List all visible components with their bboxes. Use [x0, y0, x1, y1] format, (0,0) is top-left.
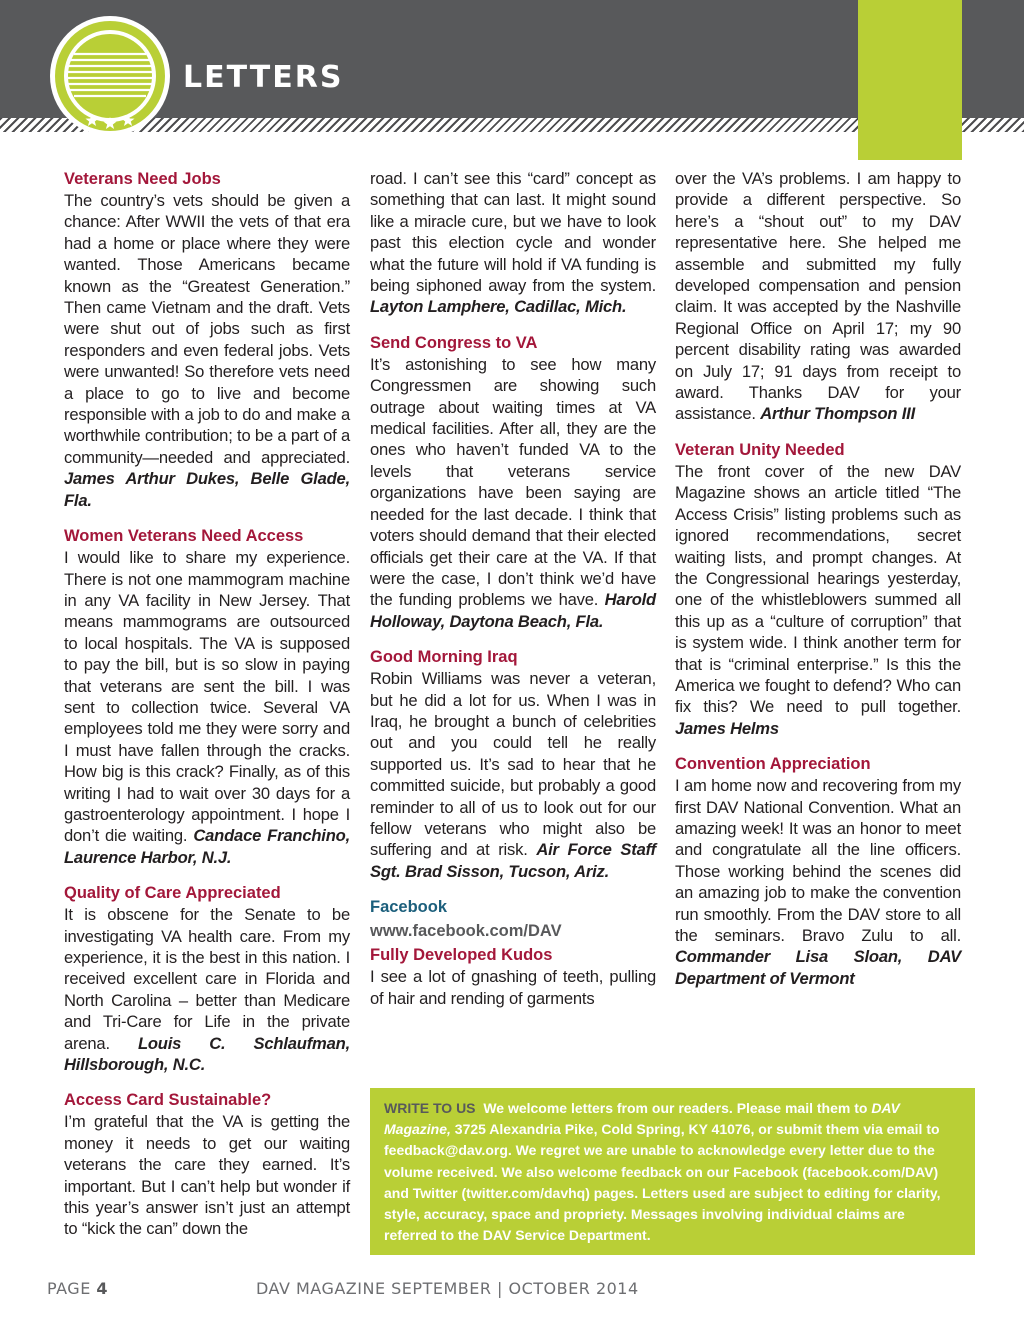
letter-body: The country’s vets should be given a chance: After WWII the vets of that era had a home or place where they were wanted. Those Americans became known as the “Greatest Generation.” Then came Vietnam and the draft. Vets were shut out of jobs such as first responders and even federal jobs. Vets were unwanted! So therefore vets need a place to go to live and become responsible with a job to do and make a worthwhile contribution; to be a part of a community—needed and appreciated. James Arthur Dukes, Belle Glade, Fla.	[64, 191, 350, 510]
accent-bar	[858, 0, 962, 160]
letter-body: I see a lot of gnashing of teeth, pulling of hair and rending of garments	[370, 967, 656, 1008]
letter	[675, 439, 961, 739]
letter	[64, 525, 350, 868]
letter-signature: Air Force Staff Sgt. Brad Sisson, Tucson, Ariz.	[370, 840, 656, 881]
facebook-link[interactable]: www.facebook.com/DAV	[370, 922, 562, 941]
column-1	[64, 168, 350, 1240]
letter-body: It is obscene for the Senate to be investigating VA health care. From my experience, it is the best in this nation. I received excellent care in Florida and North Carolina – better than Medicare and Tri-Care for Life in the private arena. Louis C. Schlaufman, Hillsborough, N.C.	[64, 905, 350, 1075]
issue-label: DAV MAGAZINE SEPTEMBER | OCTOBER 2014	[256, 1279, 639, 1298]
letter-heading: Access Card Sustainable?	[64, 1091, 272, 1110]
letter-signature: Arthur Thompson III	[760, 404, 915, 424]
page-number: PAGE 4	[47, 1279, 109, 1298]
letter-body: It’s astonishing to see how many Congressmen are showing such outrage about waiting times at VA medical facilities. After all, they are the ones who haven’t funded VA to the levels that veterans service organizations have been saying are needed for the last decade. I think that voters should demand that their elected officials get their care at the VA. If that were the case, I don’t think we’d have the funding problems we have. Harold Holloway, Daytona Beach, Fla.	[370, 354, 656, 631]
letter-signature: Louis C. Schlaufman, Hillsborough, N.C.	[64, 1033, 350, 1075]
letter-body: I would like to share my experience. There is not one mammogram machine in any VA facility in New Jersey. That means mammograms are outsourced to local hospitals. The VA is supposed to pay the bill, but is so slow in paying that veterans are sent the bill. I was sent to collection twice. Several VA employees told me they were sorry and I must have fallen through the cracks. How big is this crack? Finally, as of this writing I had to wait over 30 days for a gastroenterology appointment. I hope I don’t die waiting. Candace Franchino, Laurence Harbor, N.J.	[64, 548, 350, 867]
letter	[370, 646, 656, 882]
letter-body: I am home now and recovering from my first DAV National Convention. What an amazing week! It was an honor to meet and congratulate all the line officers. Those working behind the scenes did an amazing job to make the convention run smoothly. From the DAV store to all the seminars. Bravo Zulu to all. Commander Lisa Sloan, DAV Department of Vermont	[675, 776, 961, 988]
letter-heading: Veterans Need Jobs	[64, 170, 221, 188]
letter-signature: Candace Franchino, Laurence Harbor, N.J.	[64, 826, 350, 867]
letter-body: The front cover of the new DAV Magazine shows an article titled “The Access Crisis” listing problems such as ignored recommendations, secret waiting lists, and prompt changes. At the Congressional hearings yesterday, one of the whistleblowers summed all this up as a “culture of corruption” that is system wide. I think another term for that is “criminal enterprise.” Is this the America we fought to defend? Who can fix this? We need to pull together. James Helms	[675, 461, 961, 738]
letter	[64, 882, 350, 1075]
column-2	[370, 168, 656, 1009]
letter-body: over the VA’s problems. I am happy to provide a different perspective. So here’s a “shout out” to my DAV representative here. She helped me assemble and submitted my fully developed compensation and pension claim. It was accepted by the Nashville Regional Office on April 17; my 90 percent disability rating was awarded on July 17; 91 days from receipt to award. Thanks DAV for your assistance. Arthur Thompson III	[675, 169, 961, 424]
letter	[64, 1089, 350, 1239]
letter-signature: James Helms	[675, 718, 779, 738]
facebook-label: Facebook	[370, 898, 448, 917]
letter-heading: Women Veterans Need Access	[64, 527, 304, 546]
letter-continued	[675, 168, 961, 425]
letter-heading: Good Morning Iraq	[370, 648, 518, 667]
write-to-us-box	[370, 1088, 975, 1255]
write-to-us-label: WRITE TO US	[384, 1100, 476, 1116]
letter-heading: Fully Developed Kudos	[370, 946, 553, 965]
letter	[370, 332, 656, 632]
letter-body: I’m grateful that the VA is getting the money it needs to get our waiting veterans the care they earned. It’s important. But I can’t help but wonder if this year’s answer isn’t just an attempt to “kick the can” down the	[64, 1112, 350, 1239]
letter	[64, 168, 350, 511]
letter-continued	[370, 168, 656, 318]
letter-heading: Convention Appreciation	[675, 755, 871, 774]
letter	[370, 944, 656, 1009]
letters-badge-icon	[48, 14, 172, 138]
write-to-us-text: WRITE TO US We welcome letters from our readers. Please mail them to DAV Magazine, 3725 Alexandria Pike, Cold Spring, KY 41076, or submit them via email to feedback@dav.org. We regret we are unable to acknowledge every letter due to the volume received. We also welcome feedback on our Facebook (facebook.com/DAV) and Twitter (twitter.com/davhq) pages. Letters used are subject to editing for clarity, style, accuracy, space and propriety. Messages involving individual claims are referred to the DAV Service Department.	[384, 1100, 941, 1244]
letter-heading: Quality of Care Appreciated	[64, 884, 281, 903]
letter-heading: Veteran Unity Needed	[675, 440, 845, 459]
letter-signature: Layton Lamphere, Cadillac, Mich.	[370, 297, 627, 317]
letter-signature: James Arthur Dukes, Belle Glade, Fla.	[64, 469, 350, 510]
letter-body: Robin Williams was never a veteran, but he did a lot for us. When I was in Iraq, he brought a bunch of celebrities out and you could tell he really supported us. It’s sad to hear that he committed suicide, but probably a good reminder to all of us to look out for our fellow veterans who might also be suffering and at risk. Air Force Staff Sgt. Brad Sisson, Tucson, Ariz.	[370, 669, 656, 881]
column-3	[675, 168, 961, 989]
page-title: LETTERS	[183, 60, 344, 95]
letter-body: road. I can’t see this “card” concept as something that can last. It might sound like a miracle cure, but we have to look past this election cycle and wonder what the future will hold if VA funding is being siphoned away from the system. Layton Lamphere, Cadillac, Mich.	[370, 169, 656, 317]
letter-heading: Send Congress to VA	[370, 333, 538, 352]
letter-signature: Harold Holloway, Daytona Beach, Fla.	[370, 590, 656, 631]
letter-signature: Commander Lisa Sloan, DAV Department of Vermont	[675, 947, 961, 988]
letter	[675, 753, 961, 989]
